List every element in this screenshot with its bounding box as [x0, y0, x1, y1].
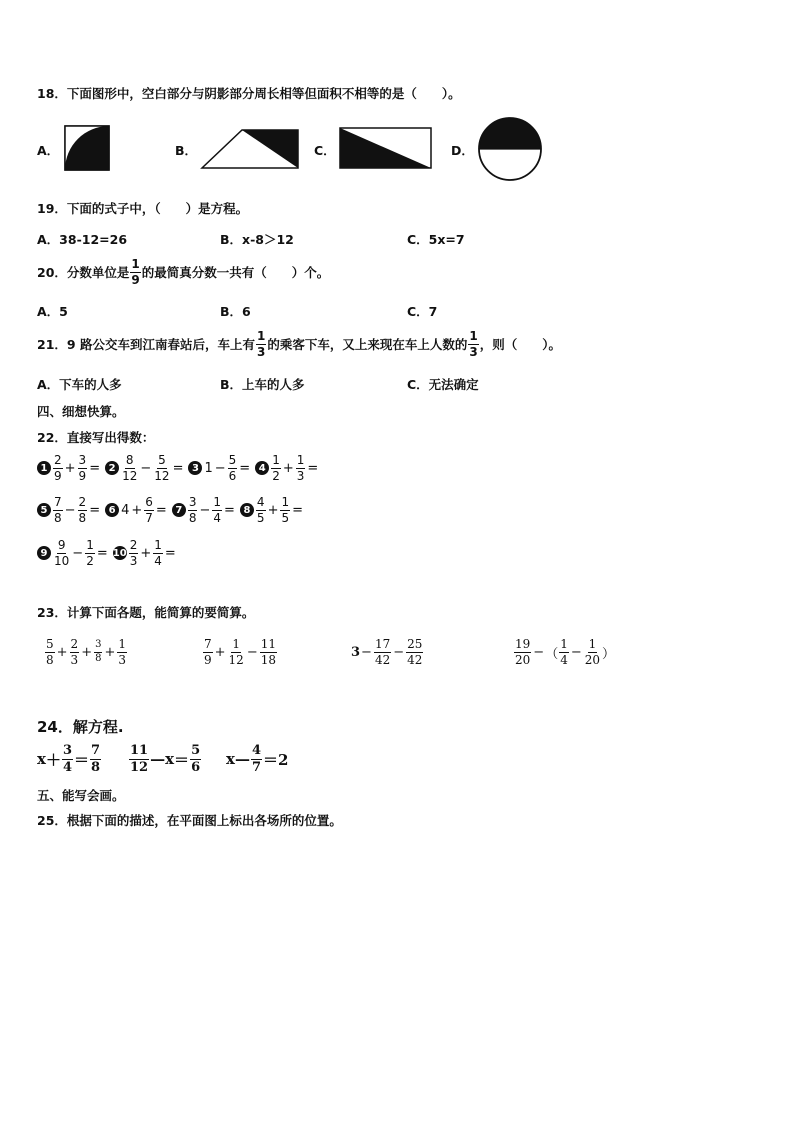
equals-sign: =: [307, 460, 319, 476]
item-number-badge: 4: [255, 461, 269, 475]
operator: +: [282, 460, 294, 476]
operator: +: [140, 545, 152, 561]
operator: −: [214, 460, 226, 476]
q18-option-b-label: B．: [175, 143, 198, 158]
fraction: $\frac{8}{12}$: [122, 453, 138, 483]
q19-option-b: B．x-8＞12: [220, 232, 294, 247]
fraction: $\frac{1}{2}$: [272, 453, 280, 483]
q19-option-c: C．5x=7: [407, 232, 465, 247]
equals-sign: =: [292, 502, 304, 518]
item-number-badge: 6: [105, 503, 119, 517]
q22-item: [240, 496, 304, 524]
q23-expression-1: $\frac{5}{8}$ + $\frac{2}{3}$ + $\frac{3}{8}$ + $\frac{1}{3}$: [46, 637, 127, 667]
q22-item: [37, 496, 101, 524]
item-number-badge: 7: [172, 503, 186, 517]
q20-option-a: A．5: [37, 304, 68, 319]
fraction: $\frac{7}{8}$: [54, 495, 62, 525]
operator: −: [140, 460, 152, 476]
q20-option-b: B．6: [220, 304, 251, 319]
q24-stem: 24．解方程.: [37, 718, 124, 736]
q21-option-a: A．下车的人多: [37, 377, 122, 392]
item-number-badge: 10: [112, 547, 127, 559]
operator: −: [64, 502, 76, 518]
q18-figure-d: [477, 116, 543, 182]
q21-stem-pre: 21．9 路公交车到江南春站后，车上有: [37, 337, 255, 353]
item-number-badge: 3: [188, 461, 202, 475]
equals-sign: =: [224, 502, 235, 518]
q22-item: [113, 539, 177, 567]
item-number-badge: 5: [37, 503, 51, 517]
q22-item: [105, 496, 168, 524]
q21-fraction-2: $\frac{1}{3}$: [469, 329, 478, 359]
q21-stem-mid: 的乘客下车，又上来现在车上人数的: [267, 337, 468, 353]
q22-row-2: [37, 496, 308, 524]
q25-stem: 25．根据下面的描述，在平面图上标出各场所的位置。: [37, 813, 342, 828]
q22-item: [105, 454, 184, 482]
q24-equation-2: $\frac{11}{12}$ —x ＝ $\frac{5}{6}$: [130, 743, 201, 775]
equals-sign: =: [172, 460, 184, 476]
equals-sign: =: [89, 502, 101, 518]
item-number-badge: 8: [240, 503, 254, 517]
q18-option-a-label: A．: [37, 143, 60, 158]
q22-item: [188, 454, 251, 482]
q22-item: [172, 496, 236, 524]
fraction: $\frac{1}{4}$: [213, 495, 222, 525]
q18-option-d-label: D．: [451, 143, 474, 158]
q20-option-c: C．7: [407, 304, 438, 319]
q20-stem: [37, 258, 329, 286]
fraction: $\frac{1}{4}$: [154, 538, 162, 568]
fraction: $\frac{1}{5}$: [281, 495, 290, 525]
q18-figure-c: [339, 127, 432, 169]
q19-option-a: A．38-12=26: [37, 232, 128, 247]
q22-row-1: [37, 454, 323, 482]
fraction: $\frac{1}{2}$: [86, 538, 94, 568]
item-number-badge: 9: [37, 546, 51, 560]
whole-number: 1: [204, 460, 213, 476]
q18-stem: 18．下面图形中，空白部分与阴影部分周长相等但面积不相等的是（ ）。: [37, 86, 461, 101]
fraction: $\frac{5}{6}$: [228, 453, 237, 483]
q20-stem-pre: 20．分数单位是: [37, 265, 130, 281]
q20-stem-post: 的最简真分数一共有（ ）个。: [141, 265, 330, 281]
operator: −: [199, 502, 211, 518]
operator: +: [131, 502, 143, 518]
q21-stem: [37, 330, 561, 358]
q24-equation-3: x — $\frac{4}{7}$ ＝2: [226, 743, 289, 775]
equals-sign: =: [164, 545, 176, 561]
q19-stem: 19．下面的式子中，（ ）是方程。: [37, 201, 249, 216]
fraction: $\frac{9}{10}$: [54, 538, 70, 568]
q22-item: [255, 454, 319, 482]
item-number-badge: 2: [105, 461, 119, 475]
fraction: $\frac{2}{9}$: [54, 453, 62, 483]
q22-item: [37, 454, 101, 482]
q18-figure-b: [200, 128, 300, 170]
fraction: $\frac{5}{12}$: [154, 453, 170, 483]
operator: −: [72, 545, 84, 561]
q18-option-c-label: C．: [314, 143, 336, 158]
equals-sign: =: [96, 545, 108, 561]
q24-equation-1: x ＋ $\frac{3}{4}$ ＝ $\frac{7}{8}$: [37, 743, 101, 775]
fraction: $\frac{1}{3}$: [296, 453, 305, 483]
q22-item: [37, 539, 109, 567]
fraction: $\frac{2}{3}$: [129, 538, 138, 568]
section-4-heading: 四、细想快算。: [37, 404, 125, 419]
fraction: $\frac{2}{8}$: [78, 495, 87, 525]
operator: +: [64, 460, 76, 476]
equals-sign: =: [239, 460, 251, 476]
q23-stem: 23．计算下面各题，能简算的要简算。: [37, 605, 255, 620]
q21-fraction-1: $\frac{1}{3}$: [256, 329, 266, 359]
fraction: $\frac{6}{7}$: [145, 495, 153, 525]
q18-figure-a: [64, 125, 110, 171]
q22-row-3: [37, 539, 181, 567]
item-number-badge: 1: [37, 461, 51, 475]
q20-fraction: $\frac{1}{9}$: [131, 257, 140, 287]
q21-stem-post: ，则（ ）。: [479, 337, 561, 353]
q23-expression-4: $\frac{19}{20}$ − （ $\frac{1}{4}$ − $\frac{1}{20}$ ）: [515, 637, 616, 667]
section-5-heading: 五、能写会画。: [37, 788, 125, 803]
q21-option-b: B．上车的人多: [220, 377, 305, 392]
q23-expression-3: 3 − $\frac{17}{42}$ − $\frac{25}{42}$: [351, 637, 423, 667]
fraction: $\frac{3}{8}$: [188, 495, 197, 525]
operator: +: [267, 502, 279, 518]
q23-expression-2: $\frac{7}{9}$ + $\frac{1}{12}$ − $\frac{11}{18}$: [204, 637, 277, 667]
equals-sign: =: [89, 460, 101, 476]
q22-stem: 22．直接写出得数：: [37, 430, 155, 445]
whole-number: 4: [121, 502, 130, 518]
fraction: $\frac{4}{5}$: [256, 495, 265, 525]
q21-option-c: C．无法确定: [407, 377, 479, 392]
equals-sign: =: [155, 502, 167, 518]
fraction: $\frac{3}{9}$: [78, 453, 87, 483]
